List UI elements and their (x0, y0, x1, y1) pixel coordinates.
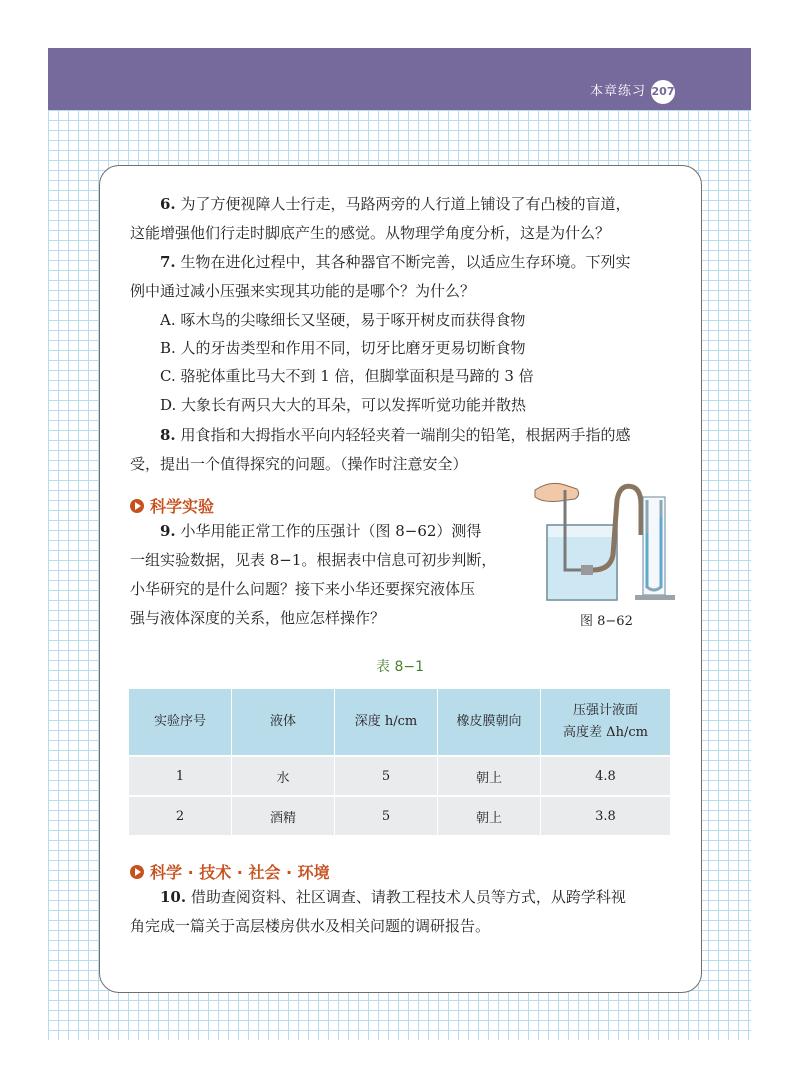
table-header: 压强计液面 高度差 Δh/cm (541, 689, 671, 756)
gauge-liquid-right (660, 517, 663, 588)
table-header: 深度 h/cm (335, 689, 438, 756)
section-experiment: 科学实验 (130, 494, 214, 517)
question-9: 9. 小华用能正常工作的压强计（图 8−62）测得 一组实验数据，见表 8−1。根据表中信息可初步判断， 小华研究的是什么问题？接下来小华还要探究液体压 强与液体深度的关系，他应怎样操作？ (130, 522, 497, 627)
option-b: B. 人的牙齿类型和作用不同，切牙比磨牙更易切断食物 (160, 339, 526, 357)
hand-icon (535, 483, 579, 501)
table-cell: 3.8 (541, 796, 671, 835)
gauge-base (635, 595, 675, 600)
chapter-exercise-title: 本章练习 (590, 84, 647, 99)
table-cell: 水 (232, 756, 335, 796)
play-icon (130, 499, 144, 513)
table-cell: 酒精 (232, 796, 335, 835)
table-cell: 5 (335, 756, 438, 796)
table-cell: 1 (129, 756, 232, 796)
play-icon (130, 865, 144, 879)
option-c: C. 骆驼体重比马大不到 1 倍，但脚掌面积是马蹄的 3 倍 (160, 367, 534, 385)
gauge-liquid-left (646, 533, 649, 588)
option-a: A. 啄木鸟的尖喙细长又坚硬，易于啄开树皮而获得食物 (160, 311, 526, 329)
table-row (129, 796, 670, 835)
table-caption: 表 8−1 (376, 659, 424, 675)
option-d: D. 大象长有两只大大的耳朵，可以发挥听觉功能并散热 (160, 396, 527, 414)
pressure-gauge-figure (525, 475, 685, 605)
section-stse: 科学 · 技术 · 社会 · 环境 (130, 860, 330, 883)
table-header: 实验序号 (129, 689, 232, 756)
table-header: 橡皮膜朝向 (438, 689, 541, 756)
table-cell: 朝上 (438, 796, 541, 835)
table-cell: 2 (129, 796, 232, 835)
question-8: 8. 用食指和大拇指水平向内轻轻夹着一端削尖的铅笔，根据两手指的感 受，提出一个值得探究的问题。（操作时注意安全） (130, 426, 631, 473)
figure-caption: 图 8−62 (580, 614, 633, 629)
table-header-row (129, 689, 670, 756)
probe-head (581, 565, 593, 575)
table-header: 液体 (232, 689, 335, 756)
table-cell: 5 (335, 796, 438, 835)
table-cell: 4.8 (541, 756, 671, 796)
table-row (129, 756, 670, 796)
data-table (129, 689, 670, 835)
header-band (48, 48, 751, 110)
page-number: 207 (651, 80, 675, 104)
question-7: 7. 生物在进化过程中，其各种器官不断完善，以适应生存环境。下列实 例中通过减小压强来实现其功能的是哪个？为什么？ (130, 253, 631, 300)
question-10: 10. 借助查阅资料、社区调查、请教工程技术人员等方式，从跨学科视 角完成一篇关于高层楼房供水及相关问题的调研报告。 (130, 888, 626, 935)
table-cell: 朝上 (438, 756, 541, 796)
question-6: 6. 为了方便视障人士行走，马路两旁的人行道上铺设了有凸棱的盲道， 这能增强他们行走时脚底产生的感觉。从物理学角度分析，这是为什么？ (130, 195, 631, 242)
